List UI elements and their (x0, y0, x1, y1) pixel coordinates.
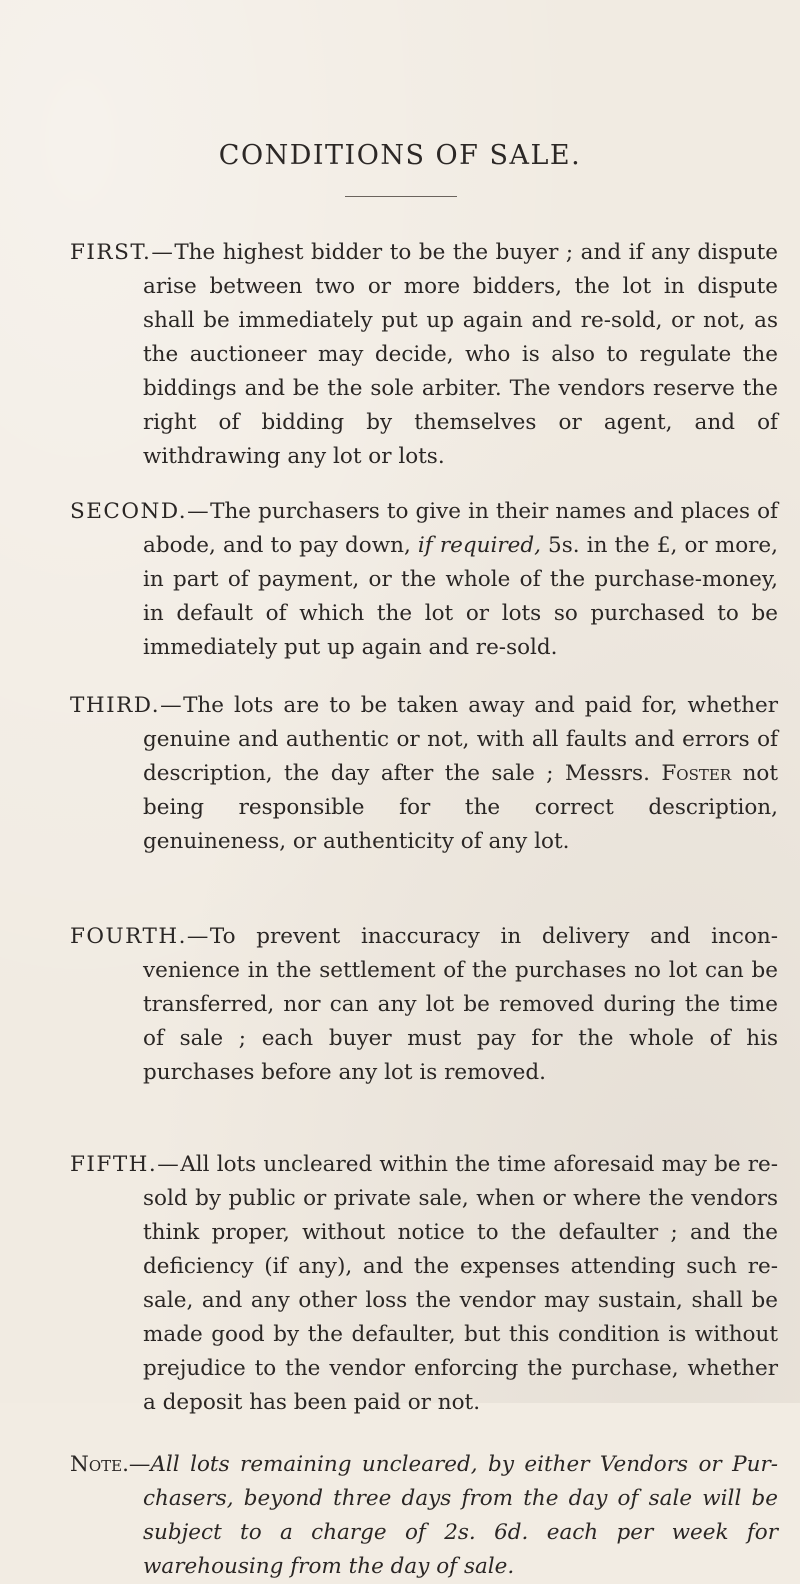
auctioneer-name: Foster (661, 761, 732, 786)
condition-text: not being responsible for the correct description, genuineness, or authenticity of any lot. (143, 761, 778, 854)
condition-lead: THIRD.— (70, 693, 184, 718)
condition-text: The purchasers to give in their names and places of abode, and to pay down, (143, 499, 778, 558)
condition-emphasis: if required, (417, 533, 541, 558)
condition-lead: FIFTH.— (70, 1152, 181, 1177)
condition-lead: FIRST.— (70, 240, 175, 265)
condition-third (70, 689, 778, 859)
note-text: All lots remaining uncleared, by either Vendors or Pur-chasers, beyond three days from the day of sale will be subject to a charge of 2s. 6d. each per week for warehousing from the day of sale. (143, 1452, 778, 1579)
condition-text: 5s. in the £, or more, in part of payment, or the whole of the purchase-money, in default of which the lot or lots so purchased to be immediately put up again and re-sold. (143, 533, 778, 660)
condition-text: To prevent inaccuracy in delivery and incon-venience in the settlement of the purchases no lot can be transferred, nor can any lot be removed during the time of sale ; each buyer must pay for the whole of his purchases before any lot is removed. (143, 924, 778, 1085)
condition-fourth (70, 920, 778, 1090)
condition-text: All lots uncleared within the time aforesaid may be re-sold by public or private sale, when or where the vendors think proper, without notice to the defaulter ; and the deficiency (if any), and the expenses attending such re-sale, and any other loss the vendor may sustain, shall be made good by the defaulter, but this condition is without prejudice to the vendor enforcing the purchase, whether a deposit has been paid or not. (143, 1152, 778, 1415)
condition-first (70, 236, 778, 474)
condition-lead: FOURTH.— (70, 924, 210, 949)
condition-lead: SECOND.— (70, 499, 211, 524)
page-title: CONDITIONS OF SALE. (218, 140, 582, 171)
title-rule (345, 196, 457, 197)
note-lead: Note.— (70, 1452, 151, 1477)
condition-fifth (70, 1148, 778, 1420)
condition-text: The highest bidder to be the buyer ; and if any dispute arise between two or more bidders, the lot in dispute shall be immediately put up again and re-sold, or not, as the auctioneer may decide, who is also to regulate the biddings and be the sole arbiter. The vendors reserve the right of bidding by themselves or agent, and of withdrawing any lot or lots. (143, 240, 778, 469)
condition-second (70, 495, 778, 665)
note (70, 1448, 778, 1584)
condition-text: The lots are to be taken away and paid for, whether genuine and authentic or not, with all faults and errors of description, the day after the sale ; Messrs. (143, 693, 778, 786)
